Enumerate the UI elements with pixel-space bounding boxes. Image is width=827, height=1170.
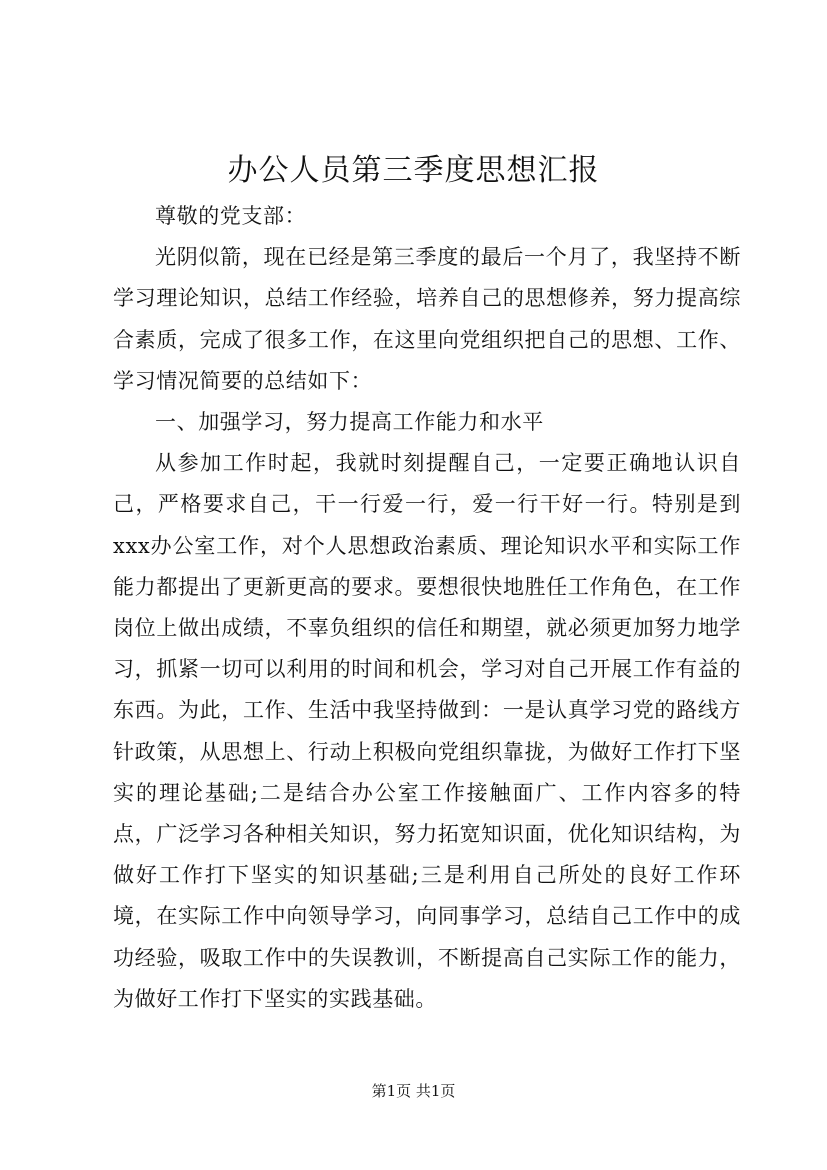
paragraph-study: 从参加工作时起，我就时刻提醒自己，一定要正确地认识自己，严格要求自己，干一行爱一行，爱一行干好一行。特别是到xxx办公室工作，对个人思想政治素质、理论知识水平和实际工作能力都提出了更新更高的要求。要想很快地胜任工作角色，在工作岗位上做出成绩，不辜负组织的信任和期望，就必须更加努力地学习，抓紧一切可以利用的时间和机会，学习对自己开展工作有益的东西。为此，工作、生活中我坚持做到：一是认真学习党的路线方针政策，从思想上、行动上积极向党组织靠拢，为做好工作打下坚实的理论基础;二是结合办公室工作接触面广、工作内容多的特点，广泛学习各种相关知识，努力拓宽知识面，优化知识结构，为做好工作打下坚实的知识基础;三是利用自己所处的良好工作环境，在实际工作中向领导学习，向同事学习，总结自己工作中的成功经验，吸取工作中的失误教训，不断提高自己实际工作的能力，为做好工作打下坚实的实践基础。	[113, 451, 741, 1011]
page-footer: 第1页 共1页	[371, 1082, 456, 1100]
section-heading: 一、加强学习，努力提高工作能力和水平	[155, 410, 544, 435]
document-title: 办公人员第三季度思想汇报	[227, 153, 600, 188]
salutation: 尊敬的党支部：	[155, 204, 307, 228]
paragraph-intro: 光阴似箭，现在已经是第三季度的最后一个月了，我坚持不断学习理论知识，总结工作经验，培养自己的思想修养，努力提高综合素质，完成了很多工作，在这里向党组织把自己的思想、工作、学习情况简要的总结如下：	[113, 245, 741, 393]
document-body	[113, 196, 741, 1020]
